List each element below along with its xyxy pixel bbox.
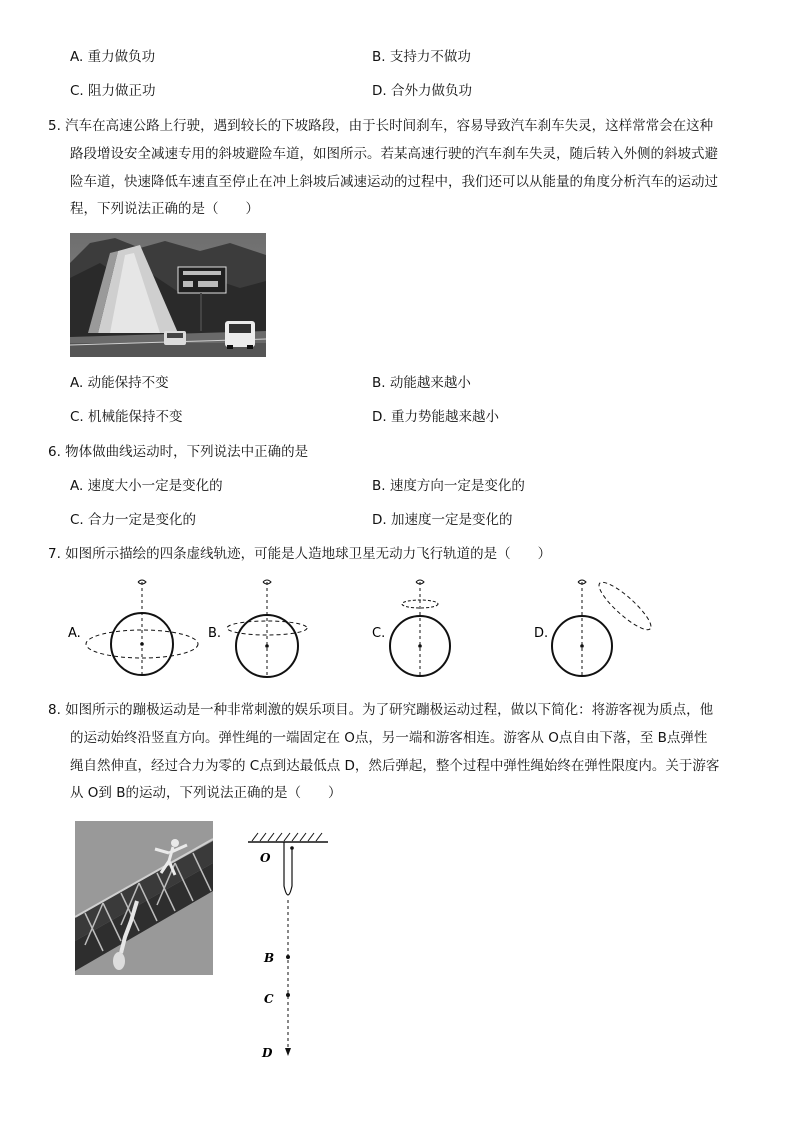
label-d: D — [262, 1046, 273, 1060]
q5-option-c: C. 机械能保持不变 — [70, 409, 183, 425]
q4-option-d: D. 合外力做负功 — [372, 83, 472, 99]
q6-option-c: C. 合力一定是变化的 — [70, 512, 197, 528]
q4-option-c: C. 阻力做正功 — [70, 83, 156, 99]
label-c: C — [264, 992, 274, 1006]
bungee-photo — [75, 821, 213, 975]
label-o: O — [260, 851, 271, 865]
q7-orbit-diagrams — [60, 574, 680, 686]
elastic-rope — [284, 842, 292, 895]
q6-stem: 6. 物体做曲线运动时，下列说法中正确的是 — [48, 444, 309, 460]
orbit-diagram-d — [534, 577, 656, 678]
q5-stem-line-3: 险车道，快速降低车速直至停止在冲上斜坡后减速运动的过程中，我们还可以从能量的角度分析汽车的运动过 — [70, 174, 718, 190]
orbit-diagram-a — [68, 580, 198, 678]
q8-stem-line-4: 从 O到 B的运动，下列说法正确的是（ ） — [70, 785, 342, 801]
q5-option-b: B. 动能越来越小 — [372, 375, 471, 391]
orbit-label-b: B. — [208, 626, 222, 641]
runaway-ramp-photo — [70, 233, 266, 357]
label-b: B — [264, 951, 275, 965]
orbit-label-d: D. — [534, 626, 549, 641]
q6-option-b: B. 速度方向一定是变化的 — [372, 478, 525, 494]
q6-option-a: A. 速度大小一定是变化的 — [70, 478, 223, 494]
orbit-diagram-b — [208, 580, 307, 678]
runaway-ramp-illustration — [70, 233, 266, 357]
point-b — [286, 955, 290, 959]
q8-stem-line-1: 8. 如图所示的蹦极运动是一种非常刺激的娱乐项目。为了研究蹦极运动过程，做以下简化：将游客视为质点，他 — [48, 702, 714, 718]
orbit-label-a: A. — [68, 626, 81, 641]
q7-stem: 7. 如图所示描绘的四条虚线轨迹，可能是人造地球卫星无动力飞行轨道的是（ ） — [48, 546, 552, 562]
bungee-illustration — [75, 821, 213, 975]
q4-option-a: A. 重力做负功 — [70, 49, 156, 65]
q5-stem-line-1: 5. 汽车在高速公路上行驶，遇到较长的下坡路段，由于长时间刹车，容易导致汽车刹车失灵，这样常常会在这种 — [48, 118, 714, 134]
q5-stem-line-4: 程，下列说法正确的是（ ） — [70, 201, 259, 217]
orbit-diagram-c — [372, 580, 450, 678]
q8-stem-line-2: 的运动始终沿竖直方向。弹性绳的一端固定在 O点，另一端和游客相连。游客从 O点自由下落，至 B点弹性 — [70, 730, 708, 746]
q5-option-a: A. 动能保持不变 — [70, 375, 169, 391]
q5-option-d: D. 重力势能越来越小 — [372, 409, 499, 425]
down-arrow — [285, 1048, 291, 1056]
q8-stem-line-3: 绳自然伸直，经过合力为零的 C点到达最低点 D，然后弹起，整个过程中弹性绳始终在弹性限度内。关于游客 — [70, 758, 720, 774]
q6-option-d: D. 加速度一定是变化的 — [372, 512, 513, 528]
q5-stem-line-2: 路段增设安全减速专用的斜坡避险车道，如图所示。若某高速行驶的汽车刹车失灵，随后转入外侧的斜坡式避 — [70, 146, 718, 162]
orbit-label-c: C. — [372, 626, 386, 641]
point-c — [286, 993, 290, 997]
ceiling-hatching — [252, 833, 322, 841]
q4-option-b: B. 支持力不做功 — [372, 49, 471, 65]
bungee-diagram — [238, 828, 338, 1064]
